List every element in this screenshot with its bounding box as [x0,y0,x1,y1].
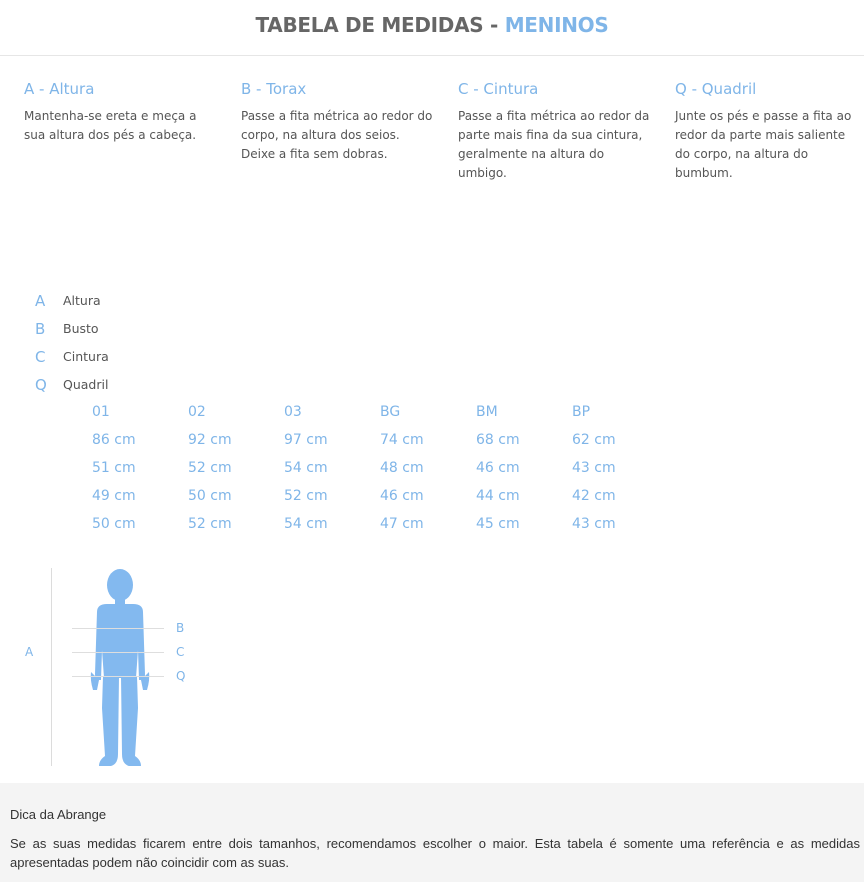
legend-letter: C [35,348,46,366]
size-cell: 50 cm [188,488,232,504]
size-cell: 52 cm [284,488,328,504]
size-header: BG [380,404,401,420]
size-cell: 62 cm [572,432,616,448]
legend-letter: B [35,320,46,338]
legend-letter: A [35,292,46,310]
legend-label: Busto [63,321,99,336]
size-header: 01 [92,404,110,420]
bust-letter: B [176,621,185,635]
title-prefix: TABELA DE MEDIDAS - [255,13,505,37]
size-cell: 46 cm [380,488,424,504]
size-cell: 49 cm [92,488,136,504]
legend-row-cintura [35,346,185,374]
size-header-row [92,402,692,430]
size-header: 02 [188,404,206,420]
size-cell: 45 cm [476,516,520,532]
size-header: BM [476,404,498,420]
legend-row-busto [35,318,185,346]
size-cell: 54 cm [284,460,328,476]
size-row-cintura [92,486,692,514]
hip-letter: Q [176,669,186,683]
size-table [92,402,692,542]
page-header [0,0,864,56]
title-accent: MENINOS [504,13,609,37]
size-cell: 50 cm [92,516,136,532]
page-title [0,0,864,37]
instruction-text: Passe a fita métrica ao redor da parte mais fina da sua cintura, geralmente na altura do umbigo. [458,109,650,180]
instruction-title: A - Altura [24,80,95,98]
tip-title: Dica da Abrange [10,807,107,822]
size-cell: 42 cm [572,488,616,504]
size-row-busto [92,458,692,486]
child-silhouette-icon [85,568,155,768]
measurement-legend [35,290,185,402]
instruction-title: C - Cintura [458,80,539,98]
legend-label: Altura [63,293,101,308]
instruction-cintura [458,80,653,183]
size-cell: 52 cm [188,460,232,476]
tip-box [0,783,864,882]
hip-line [72,676,164,677]
size-cell: 74 cm [380,432,424,448]
legend-letter: Q [35,376,47,394]
instruction-torax [241,80,436,164]
size-cell: 46 cm [476,460,520,476]
size-cell: 48 cm [380,460,424,476]
size-cell: 51 cm [92,460,136,476]
tip-text: Se as suas medidas ficarem entre dois tamanhos, recomendamos escolher o maior. Esta tabela é somente uma referência e as medidas apresentadas podem não coincidir com as suas. [10,836,860,870]
instruction-title: B - Torax [241,80,307,98]
height-letter: A [25,645,34,659]
size-header: 03 [284,404,302,420]
instruction-text: Mantenha-se ereta e meça a sua altura dos pés a cabeça. [24,109,197,142]
instruction-text: Passe a fita métrica ao redor do corpo, na altura dos seios. Deixe a fita sem dobras. [241,109,433,161]
size-cell: 47 cm [380,516,424,532]
waist-letter: C [176,645,185,659]
instruction-text: Junte os pés e passe a fita ao redor da parte mais saliente do corpo, na altura do bumbum. [675,109,852,180]
legend-label: Cintura [63,349,109,364]
waist-line [72,652,164,653]
size-row-altura [92,430,692,458]
instruction-altura [24,80,219,145]
size-cell: 86 cm [92,432,136,448]
size-header: BP [572,404,591,420]
size-cell: 97 cm [284,432,328,448]
height-line [51,568,52,766]
size-cell: 43 cm [572,516,616,532]
size-cell: 54 cm [284,516,328,532]
size-cell: 92 cm [188,432,232,448]
size-cell: 68 cm [476,432,520,448]
legend-row-quadril [35,374,185,402]
size-cell: 52 cm [188,516,232,532]
legend-row-altura [35,290,185,318]
size-cell: 43 cm [572,460,616,476]
bust-line [72,628,164,629]
size-row-quadril [92,514,692,542]
body-figure-diagram [0,568,300,768]
instruction-quadril [675,80,855,183]
size-cell: 44 cm [476,488,520,504]
legend-label: Quadril [63,377,109,392]
instruction-title: Q - Quadril [675,80,757,98]
